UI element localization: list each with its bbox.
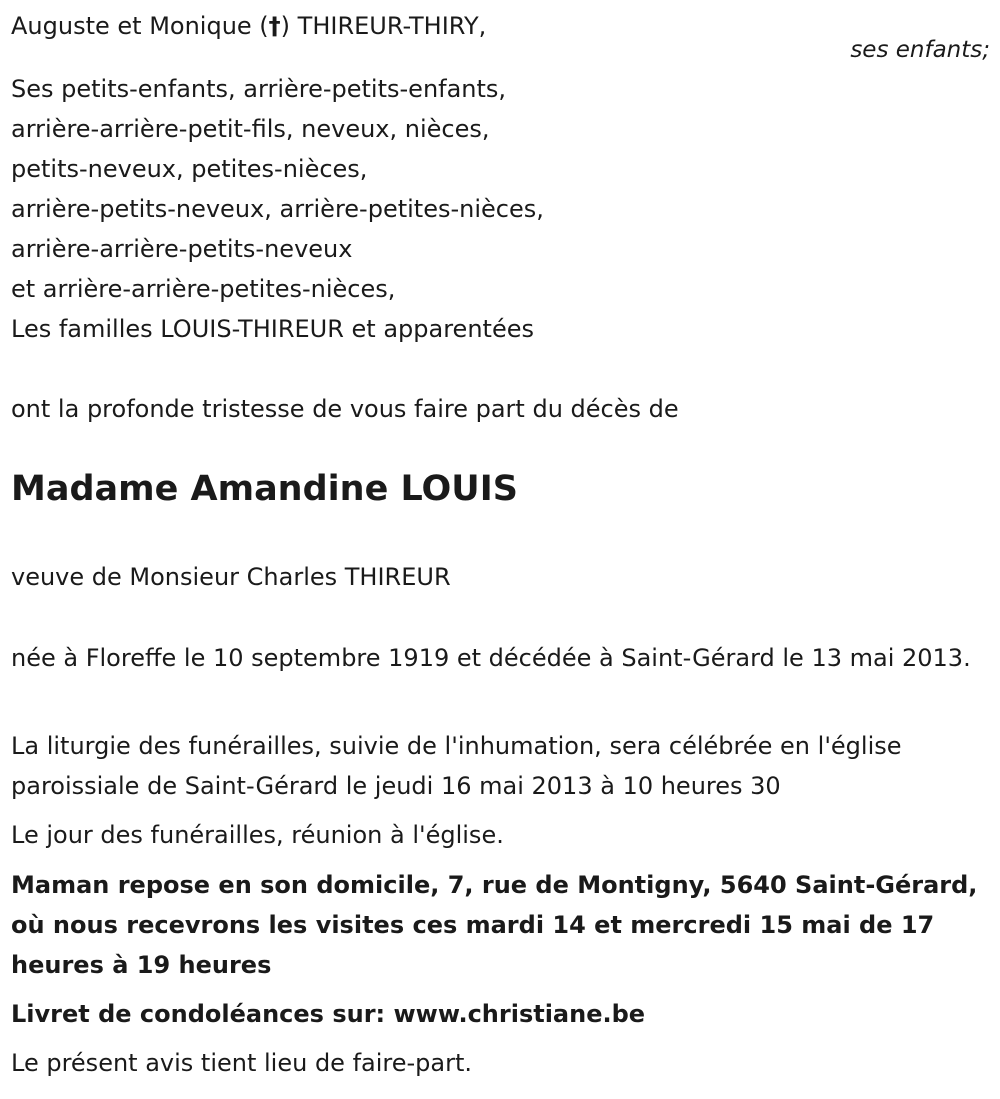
family-line: petits-neveux, petites-nièces, xyxy=(11,155,368,183)
family-line: et arrière-arrière-petites-nièces, xyxy=(11,275,396,303)
visits-text: Maman repose en son domicile, 7, rue de Montigny, 5640 Saint-Gérard, où nous recevrons les visites ces mardi 14 et mercredi 15 mai de 17 heures à 19 heures xyxy=(11,871,978,979)
meeting-text: Le jour des funérailles, réunion à l'église. xyxy=(11,821,504,849)
parents-line xyxy=(11,6,486,46)
family-list xyxy=(11,69,991,349)
cross-icon: † xyxy=(268,12,281,40)
family-line: Les familles LOUIS-THIREUR et apparentées xyxy=(11,315,534,343)
deceased-name: Madame Amandine LOUIS xyxy=(11,469,518,509)
parents-names-start: Auguste et Monique ( xyxy=(11,12,269,40)
notice-text: Le présent avis tient lieu de faire-part. xyxy=(11,1049,473,1077)
parents-names-end: ) THIREUR-THIRY, xyxy=(280,12,487,40)
condolences-text: Livret de condoléances sur: www.christiane.be xyxy=(11,1000,646,1028)
family-line: Ses petits-enfants, arrière-petits-enfants, xyxy=(11,75,507,103)
birth-death-text: née à Floreffe le 10 septembre 1919 et décédée à Saint-Gérard le 13 mai 2013. xyxy=(11,644,971,672)
liturgy-text: La liturgie des funérailles, suivie de l'inhumation, sera célébrée en l'église paroissiale de Saint-Gérard le jeudi 16 mai 2013 à 10 heures 30 xyxy=(11,732,902,800)
family-line: arrière-petits-neveux, arrière-petites-nièces, xyxy=(11,195,544,223)
family-line: arrière-arrière-petits-neveux xyxy=(11,235,353,263)
widow-of-text: veuve de Monsieur Charles THIREUR xyxy=(11,563,451,591)
children-role-label: ses enfants; xyxy=(850,37,990,63)
announcement-text: ont la profonde tristesse de vous faire part du décès de xyxy=(11,395,679,423)
family-line: arrière-arrière-petit-fils, neveux, nièces, xyxy=(11,115,490,143)
